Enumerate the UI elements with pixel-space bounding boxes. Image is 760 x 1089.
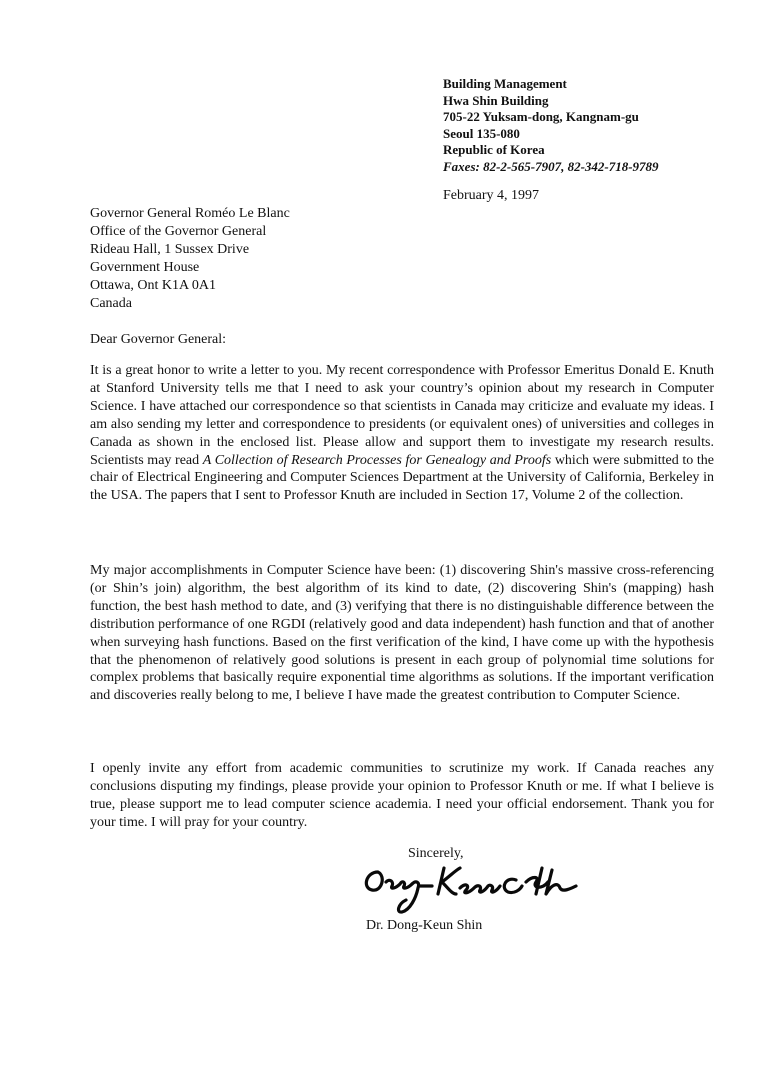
signer-name: Dr. Dong-Keun Shin: [366, 918, 483, 933]
salutation: Dear Governor General:: [90, 332, 227, 347]
body-paragraph-1: [90, 362, 714, 505]
recipient-address-block: [90, 205, 490, 313]
recipient-line: Ottawa, Ont K1A 0A1: [90, 278, 216, 293]
body-paragraph-2: My major accomplishments in Computer Science have been: (1) discovering Shin's massive cross-referencing (or Shin’s join) algorithm, the best algorithm of its kind to date, (2) discovering Shin's (mapping) hash function, the best hash method to date, and (3) verifying that there is no distinguishable difference between the distribution performance of one RGDI (relatively good and data independent) hash function and that of another when surveying hash functions. Based on the first verification of the kind, I have come up with the hypothesis that the phenomenon of relatively good solutions is present in each group of polynomial time solutions for complex problems that basically require exponential time algorithms as solutions. If the important verification and discoveries really belong to me, I believe I have made the greatest contribution to Computer Science.: [90, 563, 714, 704]
sender-line: Hwa Shin Building: [443, 92, 549, 108]
handwritten-signature: [356, 858, 586, 918]
sender-address-block: [443, 76, 743, 176]
body-paragraph-3: I openly invite any effort from academic communities to scrutinize my work. If Canada reaches any conclusions disputing my findings, please provide your opinion to Professor Knuth or me. If what I believe is true, please support me to lead computer science academia. I need your official endorsement. Thank you for your time. I will pray for your country.: [90, 761, 714, 830]
sender-fax-numbers: Faxes: 82-2-565-7907, 82-342-718-9789: [443, 158, 659, 174]
collection-title: A Collection of Research Processes for Genealogy and Proofs: [202, 452, 552, 468]
recipient-line: Canada: [90, 296, 132, 311]
sender-line: Building Management: [443, 76, 567, 91]
recipient-line: Governor General Roméo Le Blanc: [90, 206, 290, 221]
recipient-line: Government House: [90, 260, 200, 275]
recipient-line: Office of the Governor General: [90, 224, 267, 239]
sender-line: 705-22 Yuksam-dong, Kangnam-gu: [443, 109, 639, 125]
letter-date: February 4, 1997: [443, 188, 540, 203]
sender-line: Seoul 135-080: [443, 125, 520, 141]
closing: Sincerely,: [408, 846, 464, 861]
sender-line: Republic of Korea: [443, 142, 545, 158]
recipient-line: Rideau Hall, 1 Sussex Drive: [90, 242, 250, 257]
paragraph-text: which were submitted to the chair of Electrical Engineering and Computer Sciences Department at the University of California, Berkeley in the USA. The papers that I sent to Professor Knuth are included in Section 17, Volume 2 of the collection.: [90, 452, 714, 504]
paragraph-text: It is a great honor to write a letter to you. My recent correspondence with Professor Emeritus Donald E. Knuth at Stanford University tells me that I need to ask your country’s opinion about my research in Computer Science. I have attached our correspondence so that scientists in Canada may criticize and evaluate my ideas. I am also sending my letter and correspondence to presidents (or equivalent ones) of universities and colleges in Canada as shown in the enclosed list. Please allow and support them to investigate my research results. Scientists may read: [90, 363, 714, 468]
